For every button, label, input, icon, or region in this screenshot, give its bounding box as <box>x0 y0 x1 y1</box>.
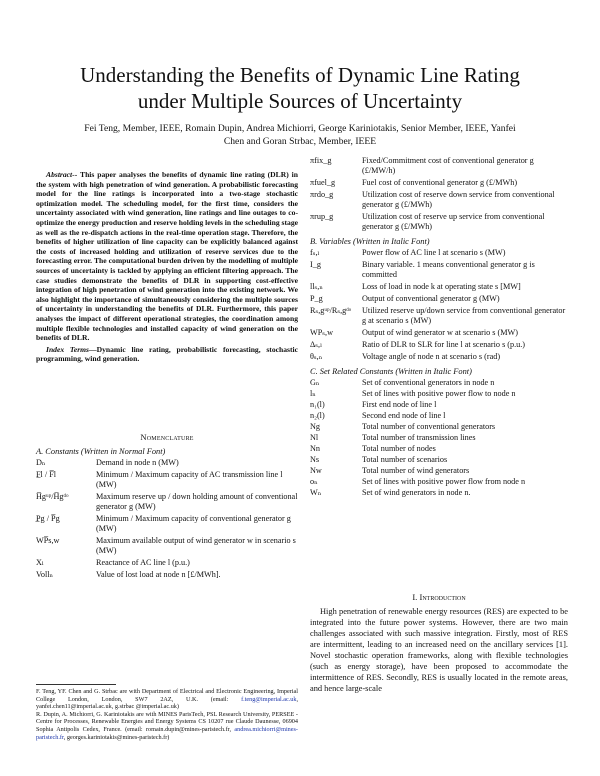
introduction-text: High penetration of renewable energy resources (RES) are expected to be integrated into the future power systems. However, there are two main challenges associated with such massive integration. Firstly, most of RES are intermittent, leading to an increased need on the ancillary services [1]. Novel stochastic operation frameworks, along with flexible technologies (such as energy storage), have been proposed to accommodate the intermittence of RES. Secondly, RES is usually located in the remote areas, and hence large-scale <box>310 607 568 693</box>
nomenclature-description: Voltage angle of node n at scenario s (rad) <box>362 352 501 361</box>
authors-line-1: Fei Teng, Member, IEEE, Romain Dupin, Andrea Michiorri, George Kariniotakis, Senior Member, IEEE, Yanfei <box>84 123 516 134</box>
footnote-email-link[interactable]: andrea.michiorri@mines-paristech.fr <box>36 725 298 741</box>
abstract-body: -- This paper analyses the benefits of dynamic line rating (DLR) in the system with high penetration of wind generation. A probabilistic forecasting model for the line ratings is incorporated into a two-stage stochastic optimization model. The scheduling model, for the first time, considers the uncertainty associated with wind generation, line ratings and line outages to co-optimize the energy production and reserve holding levels in the scheduling stage as well as the re-dispatch actions in the real-time operation stage. Therefore, the benefits of higher utilization of line capacity can be explicitly balanced against the costs of increased holding and utilization of reserve services due to the forecasting error. The computational burden driven by the modelling of multiple sources of uncertainty is tackled by applying an efficient filtering approach. The case studies demonstrate the benefits of DLR in supporting cost-effective integration of high penetration of wind generation into the existing network. We also highlight the importance of simultaneously considering the multiple sources of uncertainty in understanding the benefits of DLR. Furthermore, this paper analyses the impact of different operational strategies, the coordination among multiple flexible technologies and installed capacity of wind generation on the benefits of DLR. <box>36 170 298 343</box>
nomenclature-description: Utilization cost of reserve up service from conventional generator g (£/MWh) <box>362 212 545 231</box>
nomenclature-row <box>310 294 568 304</box>
nomenclature-row <box>310 400 568 410</box>
nomenclature-description: Minimum / Maximum capacity of conventional generator g (MW) <box>96 514 291 533</box>
nomenclature-row <box>36 458 298 468</box>
nomenclature-symbol: n₁(l) <box>310 400 325 409</box>
nomenclature-description: Set of conventional generators in node n <box>362 378 495 387</box>
nomenclature-description: Reactance of AC line l (p.u.) <box>96 558 190 567</box>
nomenclature-description: Total number of nodes <box>362 444 436 453</box>
constants-list <box>36 458 298 580</box>
nomenclature-symbol: πrdo_g <box>310 190 334 199</box>
nomenclature-description: Utilization cost of reserve down service from conventional generator g (£/MWh) <box>362 190 555 209</box>
nomenclature-description: Output of conventional generator g (MW) <box>362 294 500 303</box>
nomenclature-row <box>36 558 298 568</box>
nomenclature-description: Output of wind generator w at scenario s (MW) <box>362 328 518 337</box>
nomenclature-symbol: Ns <box>310 455 320 464</box>
right-column <box>310 156 568 499</box>
nomenclature-row <box>310 156 568 176</box>
nomenclature-row <box>310 248 568 258</box>
nomenclature-symbol: F̲l / F̅l <box>36 470 57 479</box>
nomenclature-description: Second end node of line l <box>362 411 446 420</box>
nomenclature-description: Total number of transmission lines <box>362 433 476 442</box>
nomenclature-symbol: P_g <box>310 294 323 303</box>
nomenclature-symbol: Rₛ,gᵘᵖ/Rₛ,gᵈᵒ <box>310 306 352 315</box>
nomenclature-symbol: lₙ <box>310 389 316 398</box>
nomenclature-description: Utilized reserve up/down service from conventional generator g at scenario s (MW) <box>362 306 566 325</box>
nomenclature-row <box>310 178 568 188</box>
introduction-heading: I. Introduction <box>412 592 466 602</box>
nomenclature-description: Fuel cost of conventional generator g (£/MWh) <box>362 178 518 187</box>
nomenclature-row <box>310 422 568 432</box>
nomenclature-description: Set of wind generators in node n. <box>362 488 471 497</box>
nomenclature-row <box>310 488 568 498</box>
nomenclature-description: Set of lines with positive power flow to node n <box>362 389 516 398</box>
nomenclature-row <box>36 514 298 534</box>
footnote-divider <box>36 684 116 685</box>
paper-title <box>40 62 560 114</box>
nomenclature-symbol: oₙ <box>310 477 318 486</box>
nomenclature-constants <box>36 446 298 582</box>
nomenclature-description: Minimum / Maximum capacity of AC transmission line l (MW) <box>96 470 283 489</box>
variables-list <box>310 248 568 362</box>
nomenclature-row <box>310 433 568 443</box>
nomenclature-description: First end node of line l <box>362 400 437 409</box>
nomenclature-symbol: n₂(l) <box>310 411 325 420</box>
nomenclature-description: Power flow of AC line l at scenario s (MW) <box>362 248 506 257</box>
nomenclature-description: Fixed/Commitment cost of conventional generator g (£/MW/h) <box>362 156 534 175</box>
nomenclature-row <box>310 212 568 232</box>
index-terms-heading: Index Terms <box>46 344 90 354</box>
nomenclature-symbol: Dₙ <box>36 458 46 467</box>
nomenclature-symbol: llₛ,ₙ <box>310 282 323 291</box>
nomenclature-row <box>310 466 568 476</box>
nomenclature-row <box>36 470 298 490</box>
nomenclature-description: Value of lost load at node n [£/MWh]. <box>96 570 221 579</box>
set-constants-list <box>310 378 568 498</box>
nomenclature-description: Ratio of DLR to SLR for line l at scenario s (p.u.) <box>362 340 526 349</box>
nomenclature-description: Set of lines with positive power flow from node n <box>362 477 526 486</box>
nomenclature-description: Binary variable. 1 means conventional generator g is committed <box>362 260 535 279</box>
index-terms <box>36 345 298 364</box>
authors-line-2: Chen and Goran Strbac, Member, IEEE <box>223 136 377 147</box>
nomenclature-description: Maximum available output of wind generator w in scenario s (MW) <box>96 536 296 555</box>
nomenclature-symbol: Wₙ <box>310 488 322 497</box>
nomenclature-symbol: πrup_g <box>310 212 334 221</box>
nomenclature-symbol: πfix_g <box>310 156 332 165</box>
nomenclature-symbol: Ng <box>310 422 321 431</box>
nomenclature-symbol: Xₗ <box>36 558 44 567</box>
nomenclature-row <box>310 411 568 421</box>
nomenclature-symbol: fₛ,ₗ <box>310 248 320 257</box>
nomenclature-row <box>310 477 568 487</box>
abstract-heading: Abstract <box>46 170 73 179</box>
nomenclature-row <box>310 352 568 362</box>
nomenclature-symbol: P̲g / P̅g <box>36 514 60 523</box>
section-b-heading: B. Variables (Written in Italic Font) <box>310 237 430 246</box>
section-c-heading: C. Set Related Constants (Written in Italic Font) <box>310 367 472 376</box>
nomenclature-description: Total number of scenarios <box>362 455 448 464</box>
nomenclature-row <box>310 190 568 210</box>
left-column <box>36 170 298 364</box>
nomenclature-description: Loss of load in node k at operating state s [MW] <box>362 282 521 291</box>
nomenclature-symbol: θₛ,ₙ <box>310 352 323 361</box>
cost-constants-list <box>310 156 568 232</box>
nomenclature-row <box>36 536 298 556</box>
nomenclature-symbol: WP̅s,w <box>36 536 60 545</box>
nomenclature-symbol: WPₛ,w <box>310 328 333 337</box>
nomenclature-heading: Nomenclature <box>140 432 194 442</box>
nomenclature-symbol: H̅gᵘᵖ/H̅gᵈᵒ <box>36 492 69 501</box>
nomenclature-row <box>36 570 298 580</box>
nomenclature-description: Maximum reserve up / down holding amount of conventional generator g (MW) <box>96 492 298 511</box>
nomenclature-row <box>310 260 568 280</box>
footnote-email-link[interactable]: f.teng@imperial.ac.uk <box>241 695 297 703</box>
nomenclature-symbol: Nl <box>310 433 319 442</box>
nomenclature-row <box>36 492 298 512</box>
nomenclature-symbol: Nw <box>310 466 322 475</box>
footnote-affiliation-2: R. Dupin, A. Michiorri, G. Kariniotakis are with MINES ParisTech, PSL Research University, PERSEE - Centre for Processes, Renewable Energies and Energy Systems CS 10207 rue Claude Daunesse, 06904 Sophia Antipolis Cedex, France. (email: romain.dupin@mines-paristech.fr, andrea.michiorri@mines-paristech.fr, georges.kariniotakis@mines-paristech.fr) <box>36 710 298 741</box>
nomenclature-description: Total number of conventional generators <box>362 422 496 431</box>
nomenclature-row <box>310 455 568 465</box>
nomenclature-row <box>310 389 568 399</box>
nomenclature-symbol: πfuel_g <box>310 178 336 187</box>
title-line-2: under Multiple Sources of Uncertainty <box>137 89 463 113</box>
author-list <box>40 122 560 148</box>
index-terms-body: —Dynamic line rating, probabilistic forecasting, stochastic programming, wind generation. <box>36 344 298 364</box>
nomenclature-row <box>310 378 568 388</box>
footnote-affiliation-1: F. Teng, YF. Chen and G. Strbac are with Department of Electrical and Electronic Engineering, Imperial College London, London, SW7 2AZ, U.K. (email: f.teng@imperial.ac.uk, yanfei.chen11@imperial.ac.uk, g.strbac @imperial.ac.uk) <box>36 688 298 711</box>
nomenclature-symbol: I_g <box>310 260 321 269</box>
footnotes <box>36 688 298 741</box>
abstract <box>36 170 298 343</box>
nomenclature-row <box>310 306 568 326</box>
nomenclature-row <box>310 340 568 350</box>
nomenclature-symbol: Δₛ,ₗ <box>310 340 323 349</box>
nomenclature-description: Total number of wind generators <box>362 466 470 475</box>
nomenclature-row <box>310 444 568 454</box>
section-a-heading: A. Constants (Written in Normal Font) <box>36 447 166 456</box>
nomenclature-symbol: Gₙ <box>310 378 320 387</box>
title-line-1: Understanding the Benefits of Dynamic Line Rating <box>80 63 520 87</box>
nomenclature-row <box>310 282 568 292</box>
nomenclature-symbol: Vollₙ <box>36 570 54 579</box>
nomenclature-symbol: Nn <box>310 444 321 453</box>
nomenclature-row <box>310 328 568 338</box>
nomenclature-description: Demand in node n (MW) <box>96 458 179 467</box>
